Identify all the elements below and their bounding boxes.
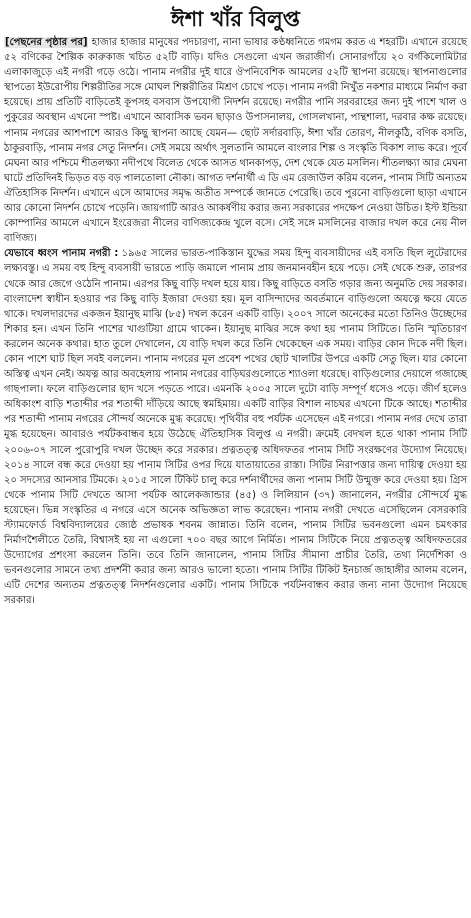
paragraph-destruction [4,246,467,608]
paragraph-destruction-text: ১৯৬৫ সালের ভারত-পাকিস্তান যুদ্ধের সময় হিন্দু ব্যবসায়ীদের এই বসতি ছিল লুটেরাদের লক্ষ্যবস্তু। এ সময় বহু হিন্দু ব্যবসায়ী ভারতে পাড়ি জমালে পানাম প্রায় জনমানবহীন হয়ে পড়ে। সেই থেকে শুরু, তারপর থেকে আর জেগে ওঠেনি পানাম। এরপর কিছু বাড়ি দখল হয়ে যায়। কিছু বাড়িতে বসতি গড়ার জন্য অনুমতি দেয় সরকার। বাংলাদেশ স্বাধীন হওয়ার পর কিছু বাড়ি ইজারা দেওয়া হয়। মূল বাসিন্দাদের অবর্তমানে বাড়িগুলো অযত্নে ক্ষয়ে যেতে থাকে। দখলদারদের একজন ইয়ানুছ মাঝি (৮৫) দখল করেন একটি বাড়ি। ২০০৭ সালে অনেকের মতো তিনিও উচ্ছেদের শিকার হন। এখন তিনি পাশের খাগুটিয়া গ্রামে থাকেন। ইয়ানুছ মাঝির সঙ্গে কথা হয় পানাম সিটিতে। তিনি স্মৃতিচারণ করলেন অনেক কথার। হাত তুলে দেখালেন, যে বাড়ি দখল করে তিনি থেকেছেন এক সময়। বাড়ির কোন দিকে নদী ছিল। কোন পাশে ঘাট ছিল সবই বললেন। পানাম নগরের মূল প্রবেশ পথের ছোট খালটির উপরে একটি সেতু ছিল। যার কোনো অস্তিত্ব এখন নেই। অযত্ন আর অবহেলায় পানাম নগরের বাড়িঘরগুলোতে শ্যাওলা ধরেছে। বাড়িগুলোর দেয়ালে গজাচ্ছে গাছপালা। ফলে বাড়িগুলোর ছাদ খসে পড়তে পারে। এমনকি ২০০৫ সালে দুটো বাড়ি সম্পূর্ণ ধসেও পড়ে। জীর্ণ হলেও অধিকাংশ বাড়ি শতাব্দীর পর শতাব্দী দাঁড়িয়ে আছে স্বমহিমায়। একটি বাড়ির বিশাল নাচঘর এখনো টিকে আছে। শতাব্দীর পর শতাব্দী পানাম নগরের সৌন্দর্য অনেকে মুগ্ধ করেছে। পৃথিবীর বহু পর্যটক এসেছেন এই নগরে। পানাম নগর দেখে তারা মুগ্ধ হয়েছেন। আবারও পর্যটকবান্ধব হয়ে উঠেছে ঐতিহাসিক বিলুপ্ত এ নগরী। ক্রমেই বেদখল হতে থাকা পানাম সিটি ২০০৬-০৭ সালে পুরোপুরি দখল উচ্ছেদ করে সরকার। প্রত্নতত্ত্ব অধিদফতর পানাম সিটি সংরক্ষণের উদ্যোগ নিয়েছে। ২০১৪ সালে বন্ধ করে দেওয়া হয় পানাম সিটির ওপর দিয়ে যাতায়াতের রাস্তা। সিটির নিরাপত্তার জন্য দায়িত্ব দেওয়া হয় ২০ সদস্যের আনসার টিমকে। ২০১৫ সালে টিকিট চালু করে দর্শনার্থীদের জন্য পানাম সিটি উন্মুক্ত করে দেওয়া হয়। গ্রিস থেকে পানাম সিটি দেখতে আসা পর্যটক আলেকজান্ডার (৪৫) ও লিলিয়ান (৩৭) জানালেন, নগরীর সৌন্দর্যে মুগ্ধ হয়েছেন। ভিন্ন সংস্কৃতির এ নগরে এসে অনেক অভিজ্ঞতা লাভ করেছেন। পানাম নগরী দেখতে এসেছিলেন বেসরকারি স্ট্যামফোর্ড বিশ্ববিদ্যালয়ের জ্যেষ্ঠ প্রভাষক শবনম জান্নাত। তিনি বলেন, পানাম সিটির ভবনগুলো এমন চমৎকার নির্মাণশৈলীতে তৈরি, বিশ্বাসই হয় না এগুলো ৭০০ বছর আগে নির্মিত। পানাম সিটিকে নিয়ে প্রত্নতত্ত্ব অধিদফতরের উদ্যোগের প্রশংসা করলেন তিনি। তবে তিনি জানালেন, পানাম সিটির সীমানা প্রাচীর তৈরি, তথ্য নির্দেশিকা ও ভবনগুলোর সামনে তথ্য প্রদর্শনী করার জন্য আরও ভালো হতো। পানাম সিটির টিকিট ইনচার্জ জাহাঙ্গীর আলম বলেন, এটি দেশের অন্যতম প্রত্নতত্ত্ব নিদর্শনগুলোর একটি। পানাম সিটিকে পর্যটনবান্ধব করার জন্য নানা উদ্যোগ নিয়েছে সরকার। [4,248,467,607]
paragraph-intro-text: হাজার হাজার মানুষের পদচারণা, নানা ভাষার কণ্ঠধ্বনিতে গমগম করত এ শহরটি। এখানে রয়েছে ৫২ বণিকের শৈল্পিক কারুকাজ খচিত ৫২টি বাড়ি। যদিও সেগুলো এখন জরাজীর্ণ। সোনারগাঁয়ে ২০ বর্গকিলোমিটার এলাকাজুড়ে এই নগরী গড়ে ওঠে। পানাম নগরীর দুই ধারে ঔপনিবেশিক আমলের ৫২টি স্থাপনা রয়েছে। স্থাপনাগুলোর স্থাপত্যে ইউরোপীয় শিল্পরীতির সঙ্গে মোঘল শিল্পরীতির মিশ্রণ চোখে পড়ে। পানাম নগরী নিখুঁত নকশার মাধ্যমে নির্মাণ করা হয়েছে। প্রায় প্রতিটি বাড়িতেই কূপসহ বসবাস উপযোগী নিদর্শন রয়েছে। নগরীর পানি সরবরাহের জন্য দুই পাশে খাল ও পুকুরের অবস্থান এখনো স্পষ্ট। এখানে আবাসিক ভবন ছাড়াও উপাসনালয়, গোসলখানা, পান্থশালা, দরবার কক্ষ রয়েছে। পানাম নগরের আশপাশে আরও কিছু স্থাপনা আছে যেমন— ছোট সর্দারবাড়ি, ঈশা খাঁর তোরণ, নীলকুঠি, বণিক বসতি, ঠাকুরবাড়ি, পানাম নগর সেতু নিদর্শন। সেই সময়ে অর্থাৎ সুলতানি আমলে বাংলার শিল্প ও সংস্কৃতি বিকাশ লাভ করে। পূর্বে মেঘনা আর পশ্চিমে শীতলক্ষ্যা নদীপথে বিলেত থেকে আসত থানকাপড়, দেশ থেকে যেত মসলিন। শীতলক্ষ্যা আর মেঘনা ঘাটে প্রতিদিনই ভিড়ত বড় বড় পালতোলা নৌকা। আগত দর্শনার্থী এ ডি এম রেজাউল করিম বলেন, পানাম সিটি অন্যতম ঐতিহাসিক নিদর্শন। এখানে এসে আমাদের সমৃদ্ধ অতীত সম্পর্কে জানতে পেরেছি। তবে পুরনো বাড়িগুলো ছাড়া এখানে আর কোনো নিদর্শন চোখে পড়েনি। জায়গাটি আরও আকর্ষণীয় করার জন্য সরকারের পদক্ষেপ নেওয়া উচিত। ইস্ট ইন্ডিয়া কোম্পানির আমলে এখানে ইংরেজরা নীলের বাণিজ্যকেন্দ্র খুলে বসে। সেই সঙ্গে মসলিনের বাজার দখল করে নেয় নীল বাণিজ্য। [4,37,467,245]
continued-from-kicker: [পেছনের পৃষ্ঠার পর] [5,37,88,48]
paragraph-intro [4,35,467,246]
headline: ঈশা খাঁর বিলুপ্ত [171,7,300,31]
article-body [4,35,467,609]
section-subhead: যেভাবে ধ্বংস পানাম নগরী : [4,248,119,260]
